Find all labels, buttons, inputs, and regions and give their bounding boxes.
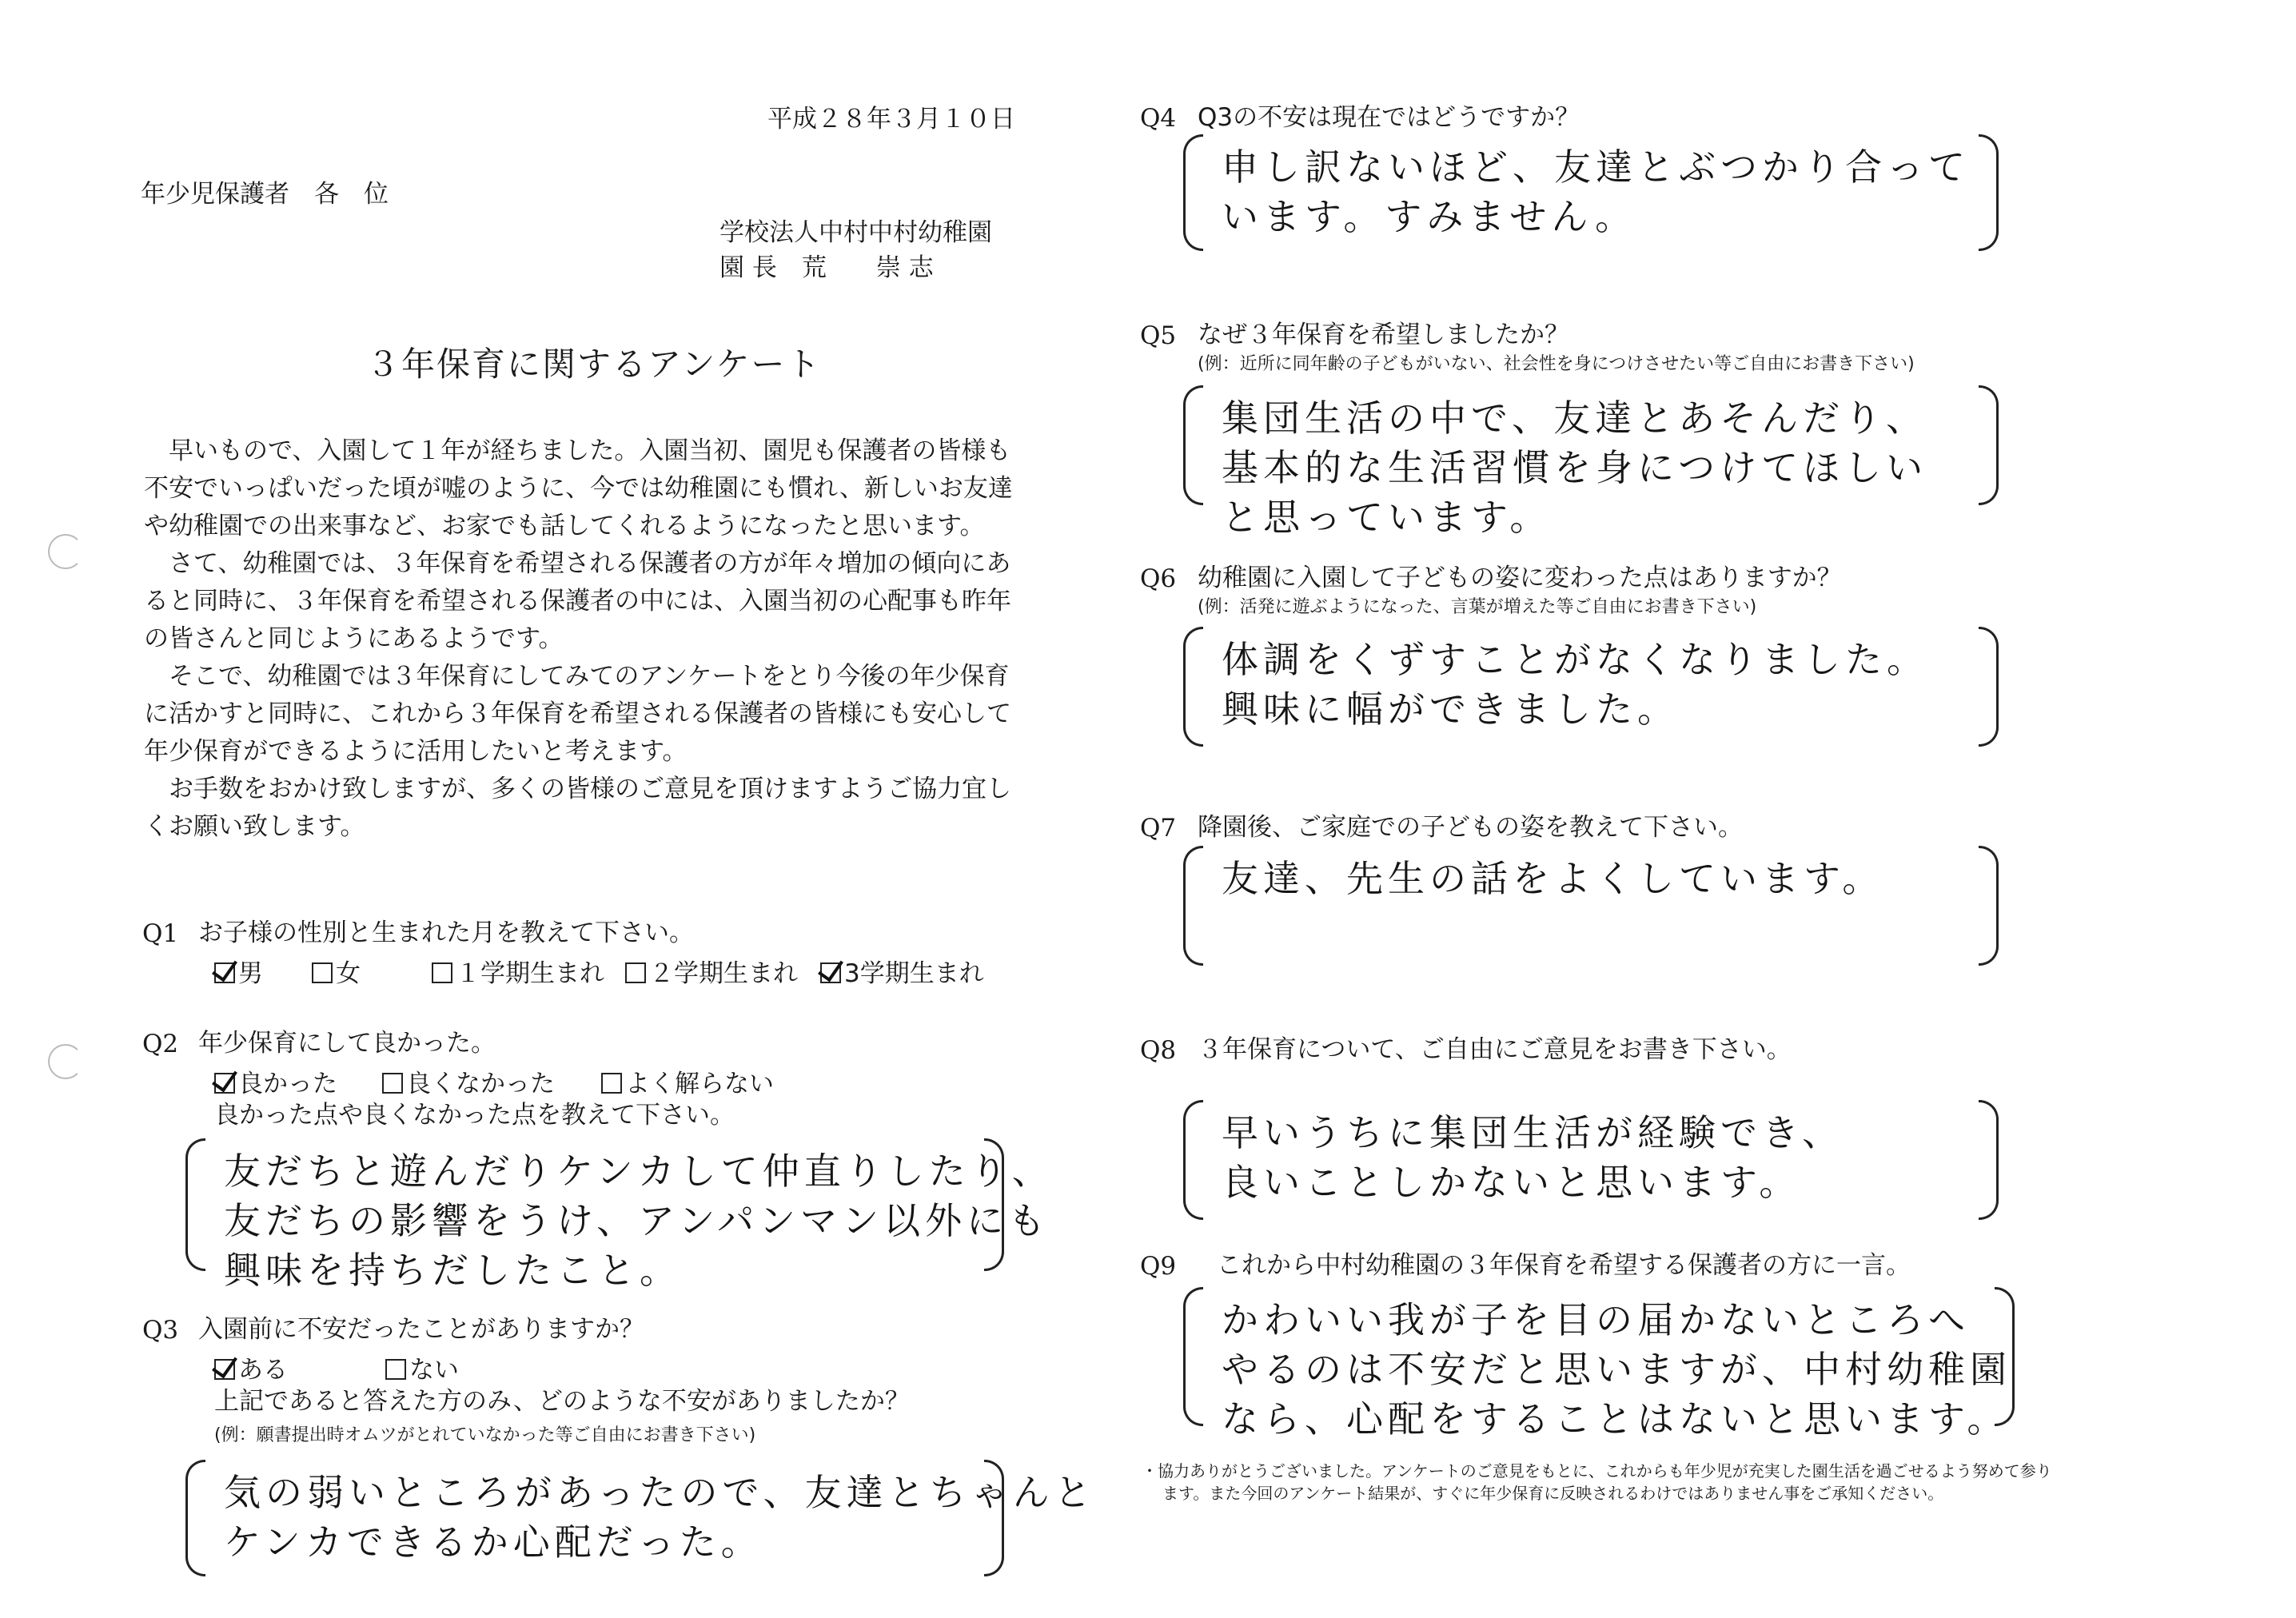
q3-question: 入園前に不安だったことがありますか？ — [198, 1315, 644, 1344]
q5-question: なぜ３年保育を希望しましたか？ — [1198, 321, 1569, 349]
q6-example: (例：活発に遊ぶようになった、言葉が増えた等ご自由にお書き下さい) — [1198, 597, 1757, 617]
q1-option-term3[interactable]: 3学期生まれ — [820, 953, 984, 989]
q6-question: 幼稚園に入園して子どもの姿に変わった点はありますか？ — [1198, 564, 1842, 592]
q3-answer-text: 気の弱いところがあったので、友達とちゃんと ケンカできるか心配だった。 — [224, 1471, 1096, 1564]
punch-hole-top — [48, 534, 83, 569]
checkbox-checked-icon[interactable] — [214, 1359, 235, 1380]
q2-option-not-good[interactable]: 良くなかった — [382, 1063, 555, 1099]
checkbox-checked-icon[interactable] — [214, 962, 235, 983]
recipient: 年少児保護者 各 位 — [141, 180, 389, 209]
intro-paragraph-3: そこで、幼稚園では３年保育にしてみてのアンケートをとり今後の年少保育に活かすと同時に、これから３年保育を希望される保護者の皆様にも安心して年少保育ができるように活用したいと考えます。 — [144, 662, 1011, 766]
q2-question: 年少保育にして良かった。 — [198, 1029, 496, 1058]
q2-option-unsure[interactable]: よく解らない — [601, 1063, 774, 1099]
intro-paragraph-2: さて、幼稚園では、３年保育を希望される保護者の方が年々増加の傾向にあると同時に、３年保育を希望される保護者の中には、入園当初の心配事も昨年の皆さんと同じようにあるようです。 — [144, 549, 1011, 653]
q3-option-no[interactable]: ない — [385, 1349, 459, 1385]
q5-answer-box[interactable] — [1183, 385, 1999, 539]
q1-option-female[interactable]: 女 — [312, 953, 361, 989]
q1-option-term2[interactable]: ２学期生まれ — [625, 953, 798, 989]
q6-number: Q6 — [1140, 564, 1177, 593]
checkbox-icon[interactable] — [312, 962, 333, 983]
q8-number: Q8 — [1140, 1036, 1177, 1065]
q3-answer-box[interactable] — [185, 1460, 1096, 1576]
q1-question: お子様の性別と生まれた月を教えて下さい。 — [198, 919, 694, 947]
q2-subquestion: 良かった点や良くなかった点を教えて下さい。 — [214, 1101, 735, 1130]
q4-number: Q4 — [1140, 104, 1177, 133]
q5-answer-text: 集団生活の中で、友達とあそんだり、 基本的な生活習慣を身につけてほしい と思っています。 — [1222, 397, 1928, 539]
q7-number: Q7 — [1140, 814, 1177, 843]
q5-example: (例：近所に同年齢の子どもがいない、社会性を身につけさせたい等ご自由にお書き下さい) — [1198, 354, 1915, 374]
survey-title: ３年保育に関するアンケート — [366, 345, 822, 384]
q3-example: (例：願書提出時オムツがとれていなかった等ご自由にお書き下さい) — [214, 1425, 756, 1445]
footer-line-2: ます。また今回のアンケート結果が、すぐに年少保育に反映されるわけではありません事をご承知ください。 — [1162, 1484, 1944, 1503]
q2-answer-text: 友だちと遊んだりケンカして仲直りしたり、 友だちの影響をうけ、アンパンマン以外にも 興味を持ちだしたこと。 — [224, 1150, 1054, 1292]
q6-answer-text: 体調をくずすことがなくなりました。 興味に幅ができました。 — [1222, 638, 1928, 731]
q3-subquestion: 上記であると答えた方のみ、どのような不安がありましたか？ — [214, 1387, 910, 1416]
intro-paragraph-4: お手数をおかけ致しますが、多くの皆様のご意見を頂けますようご協力宜しくお願い致します。 — [144, 775, 1011, 841]
q3-number: Q3 — [142, 1316, 179, 1345]
q9-question: これから中村幼稚園の３年保育を希望する保護者の方に一言。 — [1217, 1251, 1911, 1280]
checkbox-checked-icon[interactable] — [820, 962, 841, 983]
q8-answer-box[interactable] — [1183, 1100, 1999, 1220]
q1-option-term1[interactable]: １学期生まれ — [432, 953, 604, 989]
footer-note — [1142, 1460, 2052, 1504]
checkbox-icon[interactable] — [382, 1073, 403, 1094]
intro-paragraph-1: 早いもので、入園して１年が経ちました。入園当初、園児も保護者の皆様も不安でいっぱいだった頃が嘘のように、今では幼稚園にも慣れ、新しいお友達や幼稚園での出来事など、お家でも話してくれるようになったと思います。 — [144, 436, 1013, 540]
principal-name: 園 長 荒 崇 志 — [719, 253, 934, 282]
intro-text — [144, 432, 1015, 846]
q1-number: Q1 — [142, 919, 179, 948]
q8-answer-text: 早いうちに集団生活が経験でき、 良いことしかないと思います。 — [1222, 1111, 1844, 1204]
checkbox-icon[interactable] — [625, 962, 646, 983]
school-name: 学校法人中村中村幼稚園 — [719, 218, 992, 247]
checkbox-checked-icon[interactable] — [214, 1073, 235, 1094]
q2-answer-box[interactable] — [185, 1138, 1054, 1292]
q3-option-yes[interactable]: ある — [214, 1349, 288, 1385]
date: 平成２８年３月１０日 — [767, 105, 1015, 134]
punch-hole-bottom — [48, 1044, 83, 1079]
q1-option-male[interactable]: 男 — [214, 953, 263, 989]
checkbox-icon[interactable] — [385, 1359, 406, 1380]
q8-question: ３年保育について、ご自由にご意見をお書き下さい。 — [1198, 1035, 1792, 1064]
checkbox-icon[interactable] — [601, 1073, 622, 1094]
q5-number: Q5 — [1140, 321, 1177, 350]
q4-answer-box[interactable] — [1183, 134, 1999, 251]
q4-question: Q3の不安は現在ではどうですか？ — [1198, 103, 1580, 132]
q9-answer-box[interactable] — [1183, 1287, 2015, 1441]
q7-question: 降園後、ご家庭での子どもの姿を教えて下さい。 — [1198, 813, 1743, 842]
q9-number: Q9 — [1140, 1252, 1177, 1281]
q2-option-good[interactable]: 良かった — [214, 1063, 337, 1099]
q4-answer-text: 申し訳ないほど、友達とぶつかり合って います。すみません。 — [1222, 145, 1970, 238]
checkbox-icon[interactable] — [432, 962, 452, 983]
q7-answer-text: 友達、先生の話をよくしています。 — [1222, 857, 1884, 900]
q2-number: Q2 — [142, 1030, 179, 1058]
q9-answer-text: かわいい我が子を目の届かないところへ やるのは不安だと思いますが、中村幼稚園 なら、心配をすることはないと思います。 — [1222, 1298, 2011, 1441]
footer-line-1: ・協力ありがとうございました。アンケートのご意見をもとに、これからも年少児が充実した園生活を過ごせるよう努めて参り — [1142, 1461, 2052, 1481]
q7-answer-box[interactable] — [1183, 846, 1999, 966]
q6-answer-box[interactable] — [1183, 627, 1999, 747]
